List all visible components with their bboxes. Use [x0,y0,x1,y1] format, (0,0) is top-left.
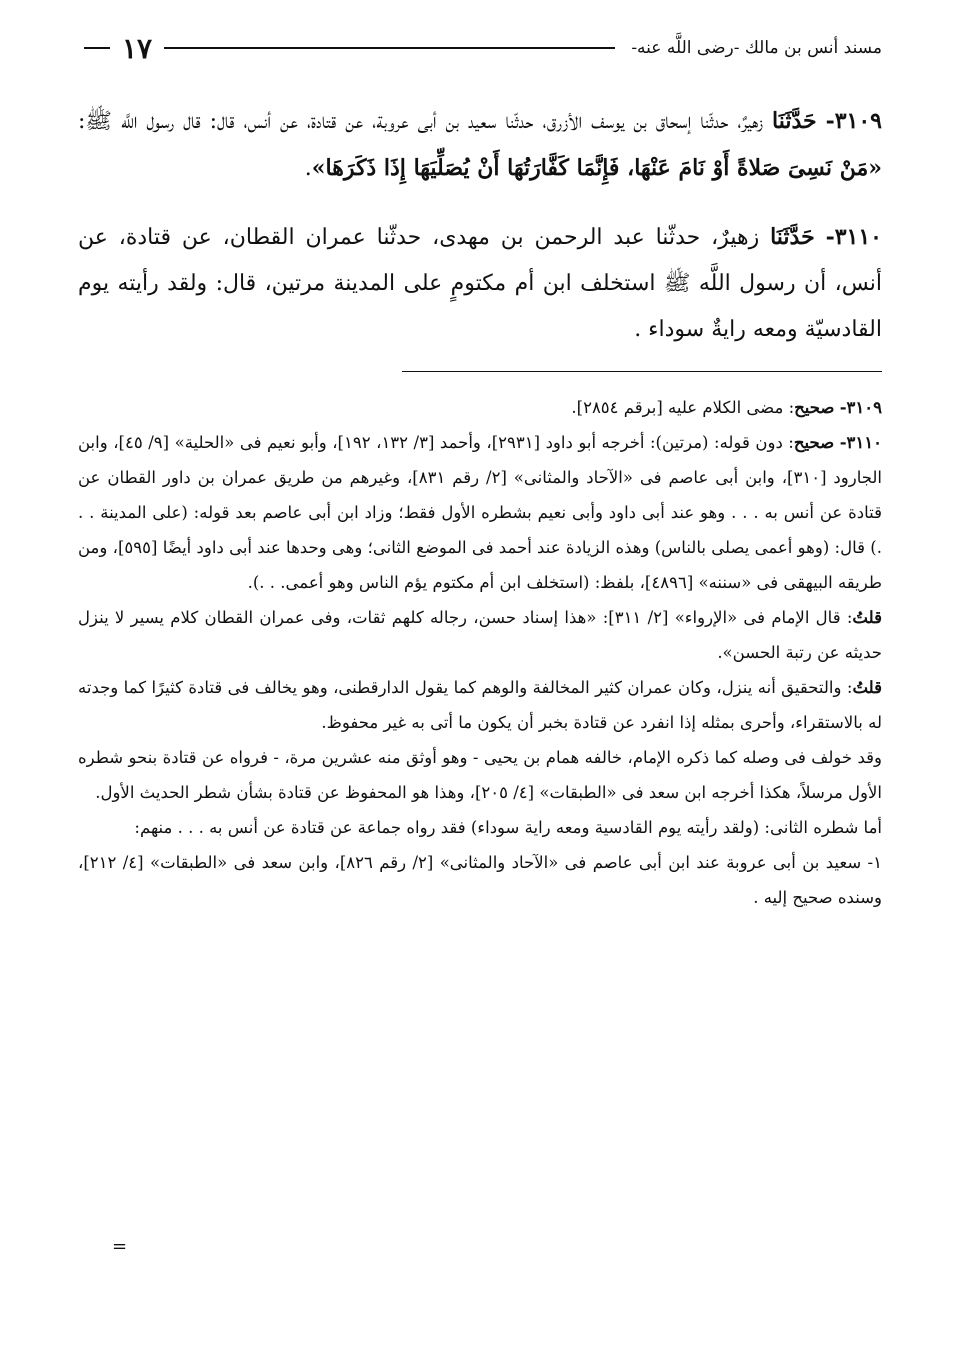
footnote-number: ٣١٠٩- [839,398,882,417]
grade-label: صحيح [793,433,835,452]
qult-text: : والتحقيق أنه ينزل، وكان عمران كثير المخالفة والوهم كما يقول الدارقطنى، وهو يخالف فى قتادة كثيرًا كما وجدته له بالاستقراء، وأحرى بمثله إذا انفرد عن قتادة بخبر أن يكون ما أتى به غير محفوظ. [78,678,882,732]
hadith-3109 [78,98,882,192]
footnote-text: : مضى الكلام عليه [برقم ٢٨٥٤]. [571,398,795,417]
page-header [78,20,882,76]
hadith-chain: زهيرٌ، حدثّنا إسحاق بن يوسف الأزرق، حدثّنا سعيد بن أبى عروبة، عن قتادة، عن أنس، قال: قال رسول اللَّه ﷺ: [78,109,773,134]
paragraph-khulif: وقد خولف فى وصله كما ذكره الإمام، خالفه همام بن يحيى - وهو أوثق منه عشرين مرة، - فرواه عن قتادة بنحو شطره الأول مرسلاً، هكذا أخرجه ابن سعد فى «الطبقات» [٤/ ٢٠٥]، وهذا هو المحفوظ عن قتادة بشأن شطر الحديث الأول. [78,748,882,802]
hadith-number: ٣١٠٩- [825,108,882,134]
hadith-number: ٣١١٠- [825,224,882,250]
qult-text: : قال الإمام فى «الإرواء» [٢/ ٣١١]: «هذا إسناد حسن، رجاله كلهم ثقات، وفى عمران القطان كلام يسير لا ينزل حديثه عن رتبة الحسن». [78,608,882,662]
hadith-3110 [78,214,882,353]
running-title: مسند أنس بن مالك -رضى اللَّه عنه- [631,38,882,58]
footnote-text: : دون قوله: (مرتين): أخرجه أبو داود [٢٩٣١]، وأحمد [٣/ ١٣٢، ١٩٢]، وأبو نعيم فى «الحلية» [٩/ ٤٥]، وابن الجارود [٣١٠]، وابن أبى عاصم فى «الآحاد والمثانى» [٢/ رقم ٨٣١]، وغيرهم من طريق عمران بن داور القطان عن قتادة عن أنس به . . . وهو عند أبى داود وأبى نعيم بشطره الأول فقط؛ وزاد ابن أبى عاصم بعد قوله: (على المدينة . . .) قال: (وهو أعمى يصلى بالناس) وهذه الزيادة عند أحمد فى الموضع الثانى؛ وهى وحدها عند أبى داود أيضًا [٥٩٥]، ومن طريقه البيهقى فى «سننه» [٤٨٩٦]، بلفظ: (استخلف ابن أم مكتوم يؤم الناس وهو أعمى. . .). [78,433,882,592]
footnote-divider [402,371,882,372]
header-rule [164,47,615,49]
footnote-number: ٣١١٠- [839,433,882,452]
list-item-1: ١- سعيد بن أبى عروبة عند ابن أبى عاصم فى «الآحاد والمثانى» [٢/ رقم ٨٢٦]، وابن سعد فى «الطبقات» [٤/ ٢١٢]، وسنده صحيح إليه . [78,853,883,907]
qult-paragraph-1 [78,600,882,670]
footnote-3109 [78,390,882,425]
hadith-body: زهيرٌ، حدثّنا عبد الرحمن بن مهدى، حدثّنا عمران القطان، عن قتادة، عن أنس، أن رسول اللَّه ﷺ استخلف ابن أم مكتومٍ على المدينة مرتين، قال: ولقد رأيته يوم القادسيّة ومعه رايةٌ سوداء . [78,225,882,342]
qult-label: قلتُ [852,678,882,697]
footnote-3110 [78,425,882,600]
hadith-text: «مَنْ نَسِىَ صَلاةً أَوْ نَامَ عَنْهَا، فَإِنَّمَا كَفَّارَتُهَا أَنْ يُصَلِّيَهَا إِذَا ذَكَرَهَا» [311,155,882,181]
paragraph-second-half: أما شطره الثانى: (ولقد رأيته يوم القادسية ومعه راية سوداء) فقد رواه جماعة عن قتادة عن أنس به . . . منهم: [134,818,882,837]
header-dash [84,47,110,49]
grade-label: صحيح [794,398,835,417]
footnotes [78,390,882,915]
book-page [78,20,882,915]
qult-paragraph-2 [78,670,882,740]
narrator-intro: حَدَّثَنَا [772,108,817,134]
continuation-mark: = [112,1236,128,1257]
narrator-intro: حَدَّثَنَا [770,224,815,250]
hadith-end: . [304,156,312,181]
qult-label: قلتُ [852,608,882,627]
page-number: ١٧ [122,31,153,65]
